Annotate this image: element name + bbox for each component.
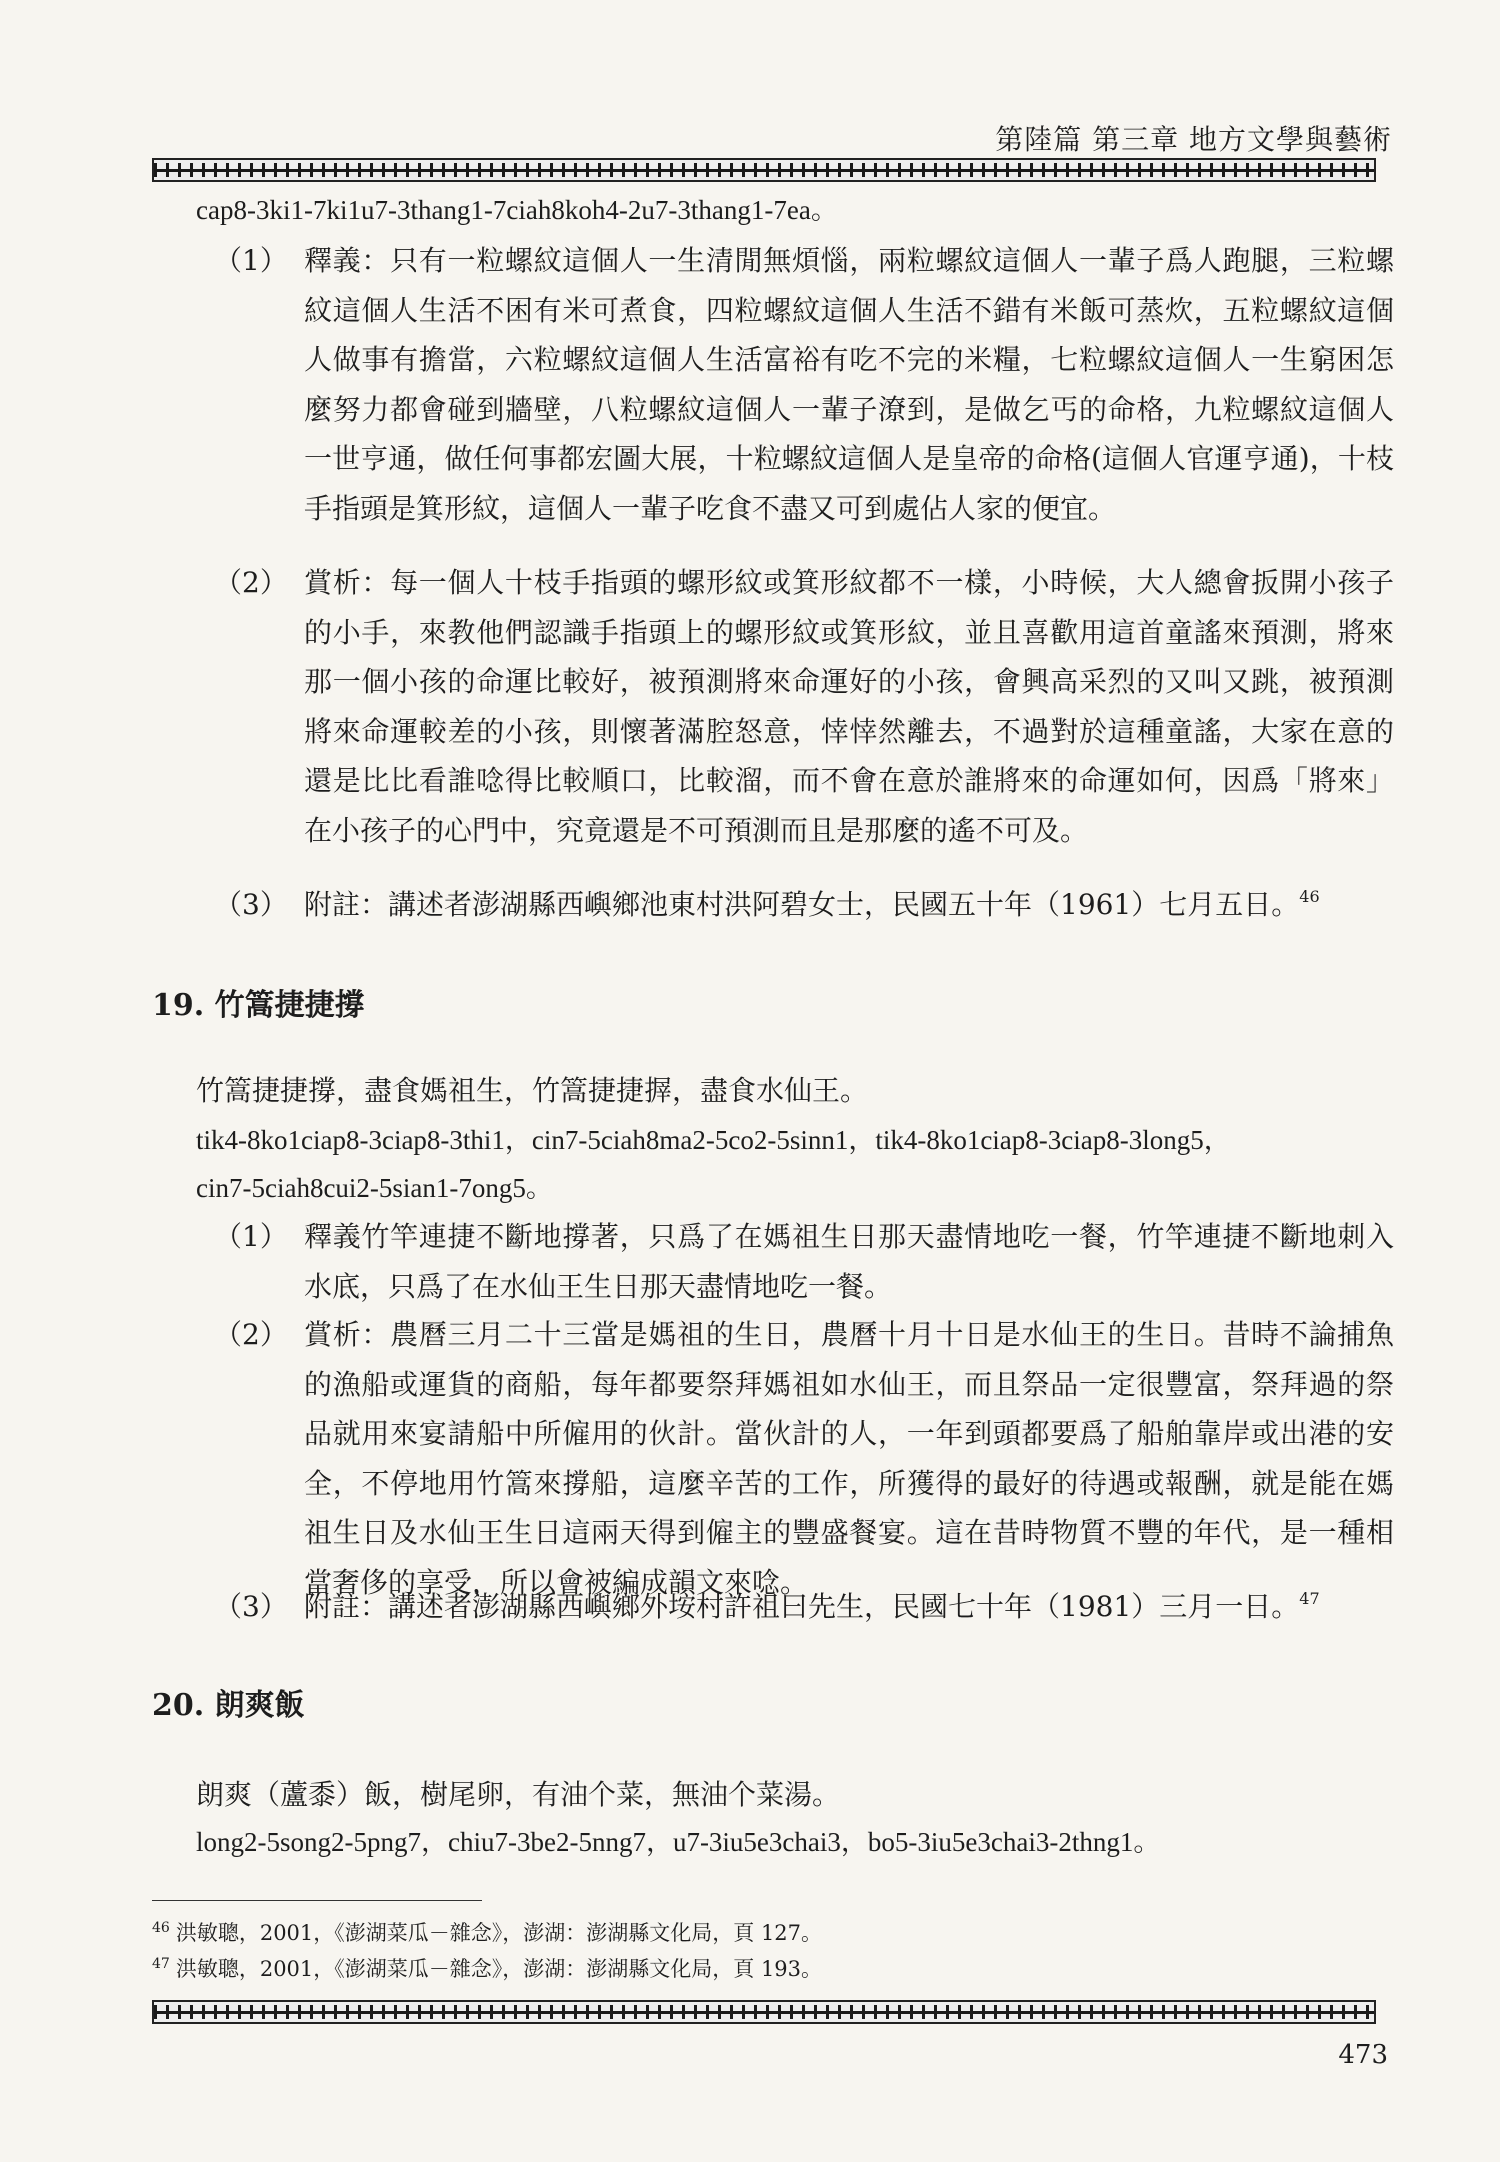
footnote — [152, 1916, 822, 1950]
list-item — [214, 1582, 1394, 1632]
section-heading: 19. 竹篙捷捷撐 — [152, 988, 365, 1023]
list-item — [214, 1310, 1394, 1607]
romanization-line: long2-5song2-5png7，chiu7-3be2-5nng7，u7-3iu5e3chai3，bo5-3iu5e3chai3-2thng1。 — [196, 1827, 1161, 1857]
item-number: （1） — [214, 1220, 288, 1253]
page-number: 473 — [1338, 2040, 1388, 2070]
romanization-line: cap8-3ki1-7ki1u7-3thang1-7ciah8koh4-2u7-3thang1-7ea。 — [196, 195, 838, 225]
item-number: （3） — [214, 1590, 288, 1623]
verse-line: 竹篙捷捷撐，盡食媽祖生，竹篙捷捷搱，盡食水仙王。 — [196, 1074, 869, 1107]
list-item — [214, 1212, 1394, 1311]
verse-line: 朗爽（蘆黍）飯，樹尾卵，有油个菜，無油个菜湯。 — [196, 1778, 841, 1811]
list-item — [214, 558, 1394, 855]
item-number: （2） — [214, 566, 288, 599]
footnote-text: 洪敏聰，2001，《澎湖菜瓜－雜念》，澎湖：澎湖縣文化局，頁 127。 — [175, 1921, 823, 1945]
footnote-ref[interactable]: 47 — [1299, 1589, 1320, 1608]
footnote-number: 46 — [152, 1920, 170, 1936]
item-text: 賞析：每一個人十枝手指頭的螺形紋或箕形紋都不一樣，小時候，大人總會扳開小孩子的小手，來教他們認識手指頭上的螺形紋或箕形紋，並且喜歡用這首童謠來預測，將來那一個小孩的命運比較好，被預測將來命運好的小孩，會興高采烈的又叫又跳，被預測將來命運較差的小孩，則懷著滿腔怒意，悻悻然離去，不過對於這種童謠，大家在意的還是比比看誰唸得比較順口，比較溜，而不會在意於誰將來的命運如何，因爲「將來」在小孩子的心門中，究竟還是不可預測而且是那麼的遙不可及。 — [304, 566, 1394, 847]
footnote-text: 洪敏聰，2001，《澎湖菜瓜－雜念》，澎湖：澎湖縣文化局，頁 193。 — [175, 1957, 823, 1981]
running-header: 第陸篇 第三章 地方文學與藝術 — [995, 123, 1392, 156]
footnote — [152, 1952, 822, 1986]
decorative-border-top — [152, 158, 1376, 182]
item-text: 附註：講述者澎湖縣西嶼鄉外垵村許祖曰先生，民國七十年（1981）三月一日。 — [304, 1590, 1300, 1623]
section-heading: 20. 朗爽飯 — [152, 1688, 305, 1723]
decorative-border-bottom — [152, 2000, 1376, 2024]
item-text: 賞析：農曆三月二十三當是媽祖的生日，農曆十月十日是水仙王的生日。昔時不論捕魚的漁船或運貨的商船，每年都要祭拜媽祖如水仙王，而且祭品一定很豐富，祭拜過的祭品就用來宴請船中所僱用的伙計。當伙計的人，一年到頭都要爲了船舶靠岸或出港的安全，不停地用竹篙來撐船，這麼辛苦的工作，所獲得的最好的待遇或報酬，就是能在媽祖生日及水仙王生日這兩天得到僱主的豐盛餐宴。這在昔時物質不豐的年代，是一種相當奢侈的享受，所以會被編成韻文來唸。 — [304, 1318, 1394, 1599]
item-text: 釋義竹竿連捷不斷地撐著，只爲了在媽祖生日那天盡情地吃一餐，竹竿連捷不斷地刺入水底，只爲了在水仙王生日那天盡情地吃一餐。 — [304, 1220, 1394, 1303]
item-text: 附註：講述者澎湖縣西嶼鄉池東村洪阿碧女士，民國五十年（1961）七月五日。 — [304, 888, 1300, 921]
list-item — [214, 880, 1394, 930]
romanization-line: cin7-5ciah8cui2-5sian1-7ong5。 — [196, 1173, 553, 1203]
item-number: （1） — [214, 244, 288, 277]
romanization-line: tik4-8ko1ciap8-3ciap8-3thi1，cin7-5ciah8ma2-5co2-5sinn1，tik4-8ko1ciap8-3ciap8-3long5， — [196, 1125, 1231, 1155]
item-number: （3） — [214, 888, 288, 921]
item-number: （2） — [214, 1318, 288, 1351]
list-item — [214, 236, 1394, 533]
footnote-divider — [152, 1900, 482, 1901]
item-text: 釋義：只有一粒螺紋這個人一生清閒無煩惱，兩粒螺紋這個人一輩子爲人跑腿，三粒螺紋這個人生活不困有米可煮食，四粒螺紋這個人生活不錯有米飯可蒸炊，五粒螺紋這個人做事有擔當，六粒螺紋這個人生活富裕有吃不完的米糧，七粒螺紋這個人一生窮困怎麼努力都會碰到牆壁，八粒螺紋這個人一輩子潦到，是做乞丐的命格，九粒螺紋這個人一世亨通，做任何事都宏圖大展，十粒螺紋這個人是皇帝的命格(這個人官運亨通)，十枝手指頭是箕形紋，這個人一輩子吃食不盡又可到處佔人家的便宜。 — [304, 244, 1394, 525]
footnote-ref[interactable]: 46 — [1299, 887, 1320, 906]
footnote-number: 47 — [152, 1956, 170, 1972]
